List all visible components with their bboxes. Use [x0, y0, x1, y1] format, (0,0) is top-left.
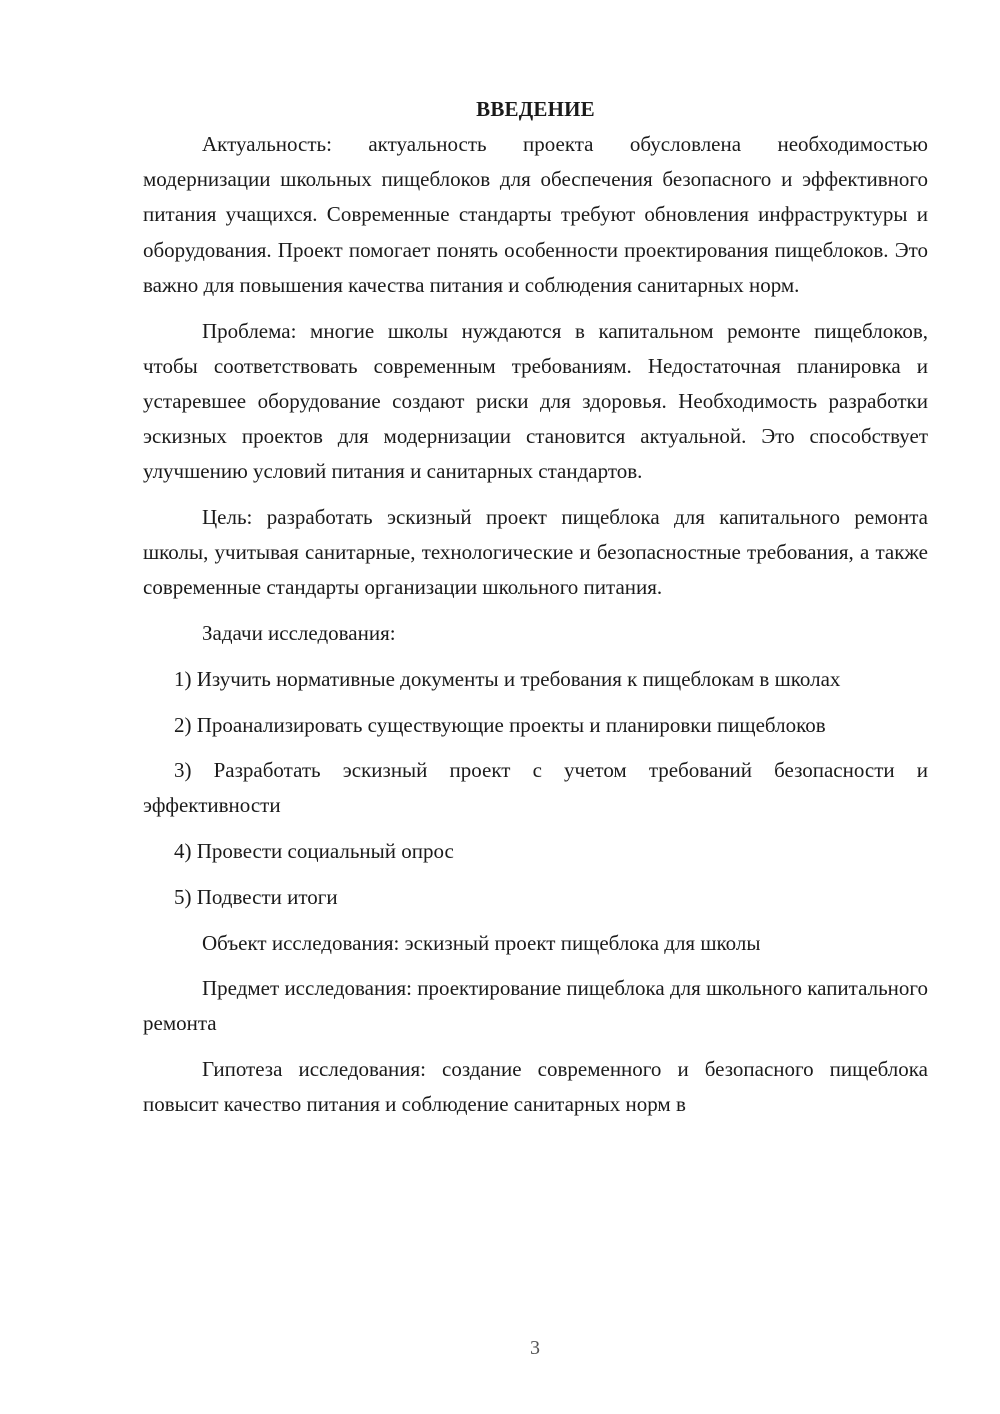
- task-item-5: 5) Подвести итоги: [174, 884, 338, 909]
- object-paragraph: Объект исследования: эскизный проект пищеблока для школы: [202, 930, 761, 955]
- task-item-4: 4) Провести социальный опрос: [174, 839, 454, 864]
- relevance-paragraph: Актуальность: актуальность проекта обусловлена необходимостью модернизации школьных пищеблоков для обеспечения безопасного и эффективного питания учащихся. Современные стандарты требуют обновления инфраструктуры и оборудования. Проект помогает понять особенности проектирования пищеблоков. Это важно для повышения качества питания и соблюдения санитарных норм.: [143, 132, 928, 297]
- task-item-2: 2) Проанализировать существующие проекты и планировки пищеблоков: [174, 712, 826, 737]
- task-item-3: 3) Разработать эскизный проект с учетом требований безопасности и эффективности: [143, 758, 928, 818]
- task-item-1: 1) Изучить нормативные документы и требования к пищеблокам в школах: [174, 666, 841, 691]
- subject-paragraph: Предмет исследования: проектирование пищеблока для школьного капитального ремонта: [143, 976, 928, 1036]
- goal-paragraph: Цель: разработать эскизный проект пищеблока для капитального ремонта школы, учитывая санитарные, технологические и безопасностные требования, а также современные стандарты организации школьного питания.: [143, 505, 928, 600]
- page-number: 3: [530, 1337, 540, 1359]
- problem-paragraph: Проблема: многие школы нуждаются в капитальном ремонте пищеблоков, чтобы соответствовать современным требованиям. Недостаточная планировка и устаревшее оборудование создают риски для здоровья. Необходимость разработки эскизных проектов для модернизации становится актуальной. Это способствует улучшению условий питания и санитарных стандартов.: [143, 318, 928, 484]
- tasks-heading: Задачи исследования:: [202, 621, 396, 646]
- document-page: [143, 92, 928, 1133]
- hypothesis-paragraph: Гипотеза исследования: создание современного и безопасного пищеблока повысит качество питания и соблюдение санитарных норм в: [143, 1057, 928, 1117]
- page-title: ВВЕДЕНИЕ: [476, 97, 595, 121]
